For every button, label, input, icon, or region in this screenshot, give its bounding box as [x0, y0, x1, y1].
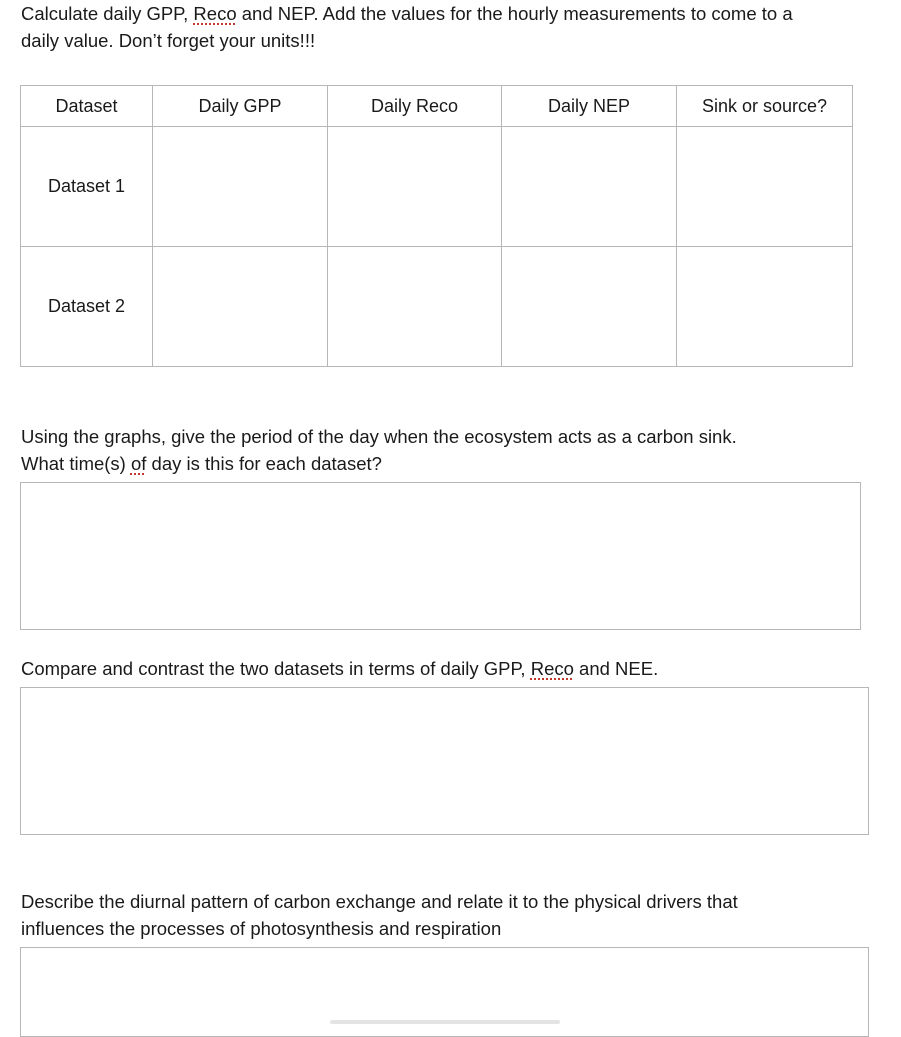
question-compare-datasets — [21, 655, 658, 682]
question-1-line-2: What time(s) of day is this for each dataset? — [21, 453, 382, 474]
question-3-line-1: Describe the diurnal pattern of carbon exchange and relate it to the physical drivers that — [21, 891, 738, 912]
question-diurnal-pattern — [21, 888, 738, 942]
header-daily-nep: Daily NEP — [502, 86, 677, 127]
spellcheck-word[interactable]: Reco — [193, 3, 237, 24]
header-sink-or-source: Sink or source? — [677, 86, 853, 127]
instructions-paragraph — [21, 0, 793, 54]
spellcheck-word[interactable]: of — [130, 453, 147, 474]
table-header-row — [21, 86, 853, 127]
row-label-dataset-2: Dataset 2 — [21, 247, 153, 367]
cell-dataset-1-gpp[interactable] — [153, 127, 328, 247]
cell-dataset-1-reco[interactable] — [328, 127, 502, 247]
cell-dataset-1-nep[interactable] — [502, 127, 677, 247]
instructions-line-2: daily value. Don’t forget your units!!! — [21, 30, 316, 51]
cell-dataset-1-sink-source[interactable] — [677, 127, 853, 247]
cell-dataset-2-nep[interactable] — [502, 247, 677, 367]
question-1-line-1: Using the graphs, give the period of the day when the ecosystem acts as a carbon sink. — [21, 426, 737, 447]
answer-box-carbon-sink[interactable] — [20, 482, 861, 630]
table-row — [21, 127, 853, 247]
row-label-dataset-1: Dataset 1 — [21, 127, 153, 247]
answer-box-compare-datasets[interactable] — [20, 687, 869, 835]
cell-dataset-2-sink-source[interactable] — [677, 247, 853, 367]
spellcheck-word[interactable]: Reco — [530, 658, 574, 679]
cell-dataset-2-gpp[interactable] — [153, 247, 328, 367]
scroll-indicator[interactable] — [330, 1020, 560, 1024]
question-3-line-2: influences the processes of photosynthesis and respiration — [21, 918, 502, 939]
cell-dataset-2-reco[interactable] — [328, 247, 502, 367]
question-2-line-1: Compare and contrast the two datasets in terms of daily GPP, Reco and NEE. — [21, 658, 659, 679]
results-table — [20, 85, 853, 367]
header-daily-gpp: Daily GPP — [153, 86, 328, 127]
question-carbon-sink-period — [21, 423, 737, 477]
header-daily-reco: Daily Reco — [328, 86, 502, 127]
header-dataset: Dataset — [21, 86, 153, 127]
instructions-line-1: Calculate daily GPP, Reco and NEP. Add the values for the hourly measurements to come to a — [21, 3, 793, 24]
table-row — [21, 247, 853, 367]
